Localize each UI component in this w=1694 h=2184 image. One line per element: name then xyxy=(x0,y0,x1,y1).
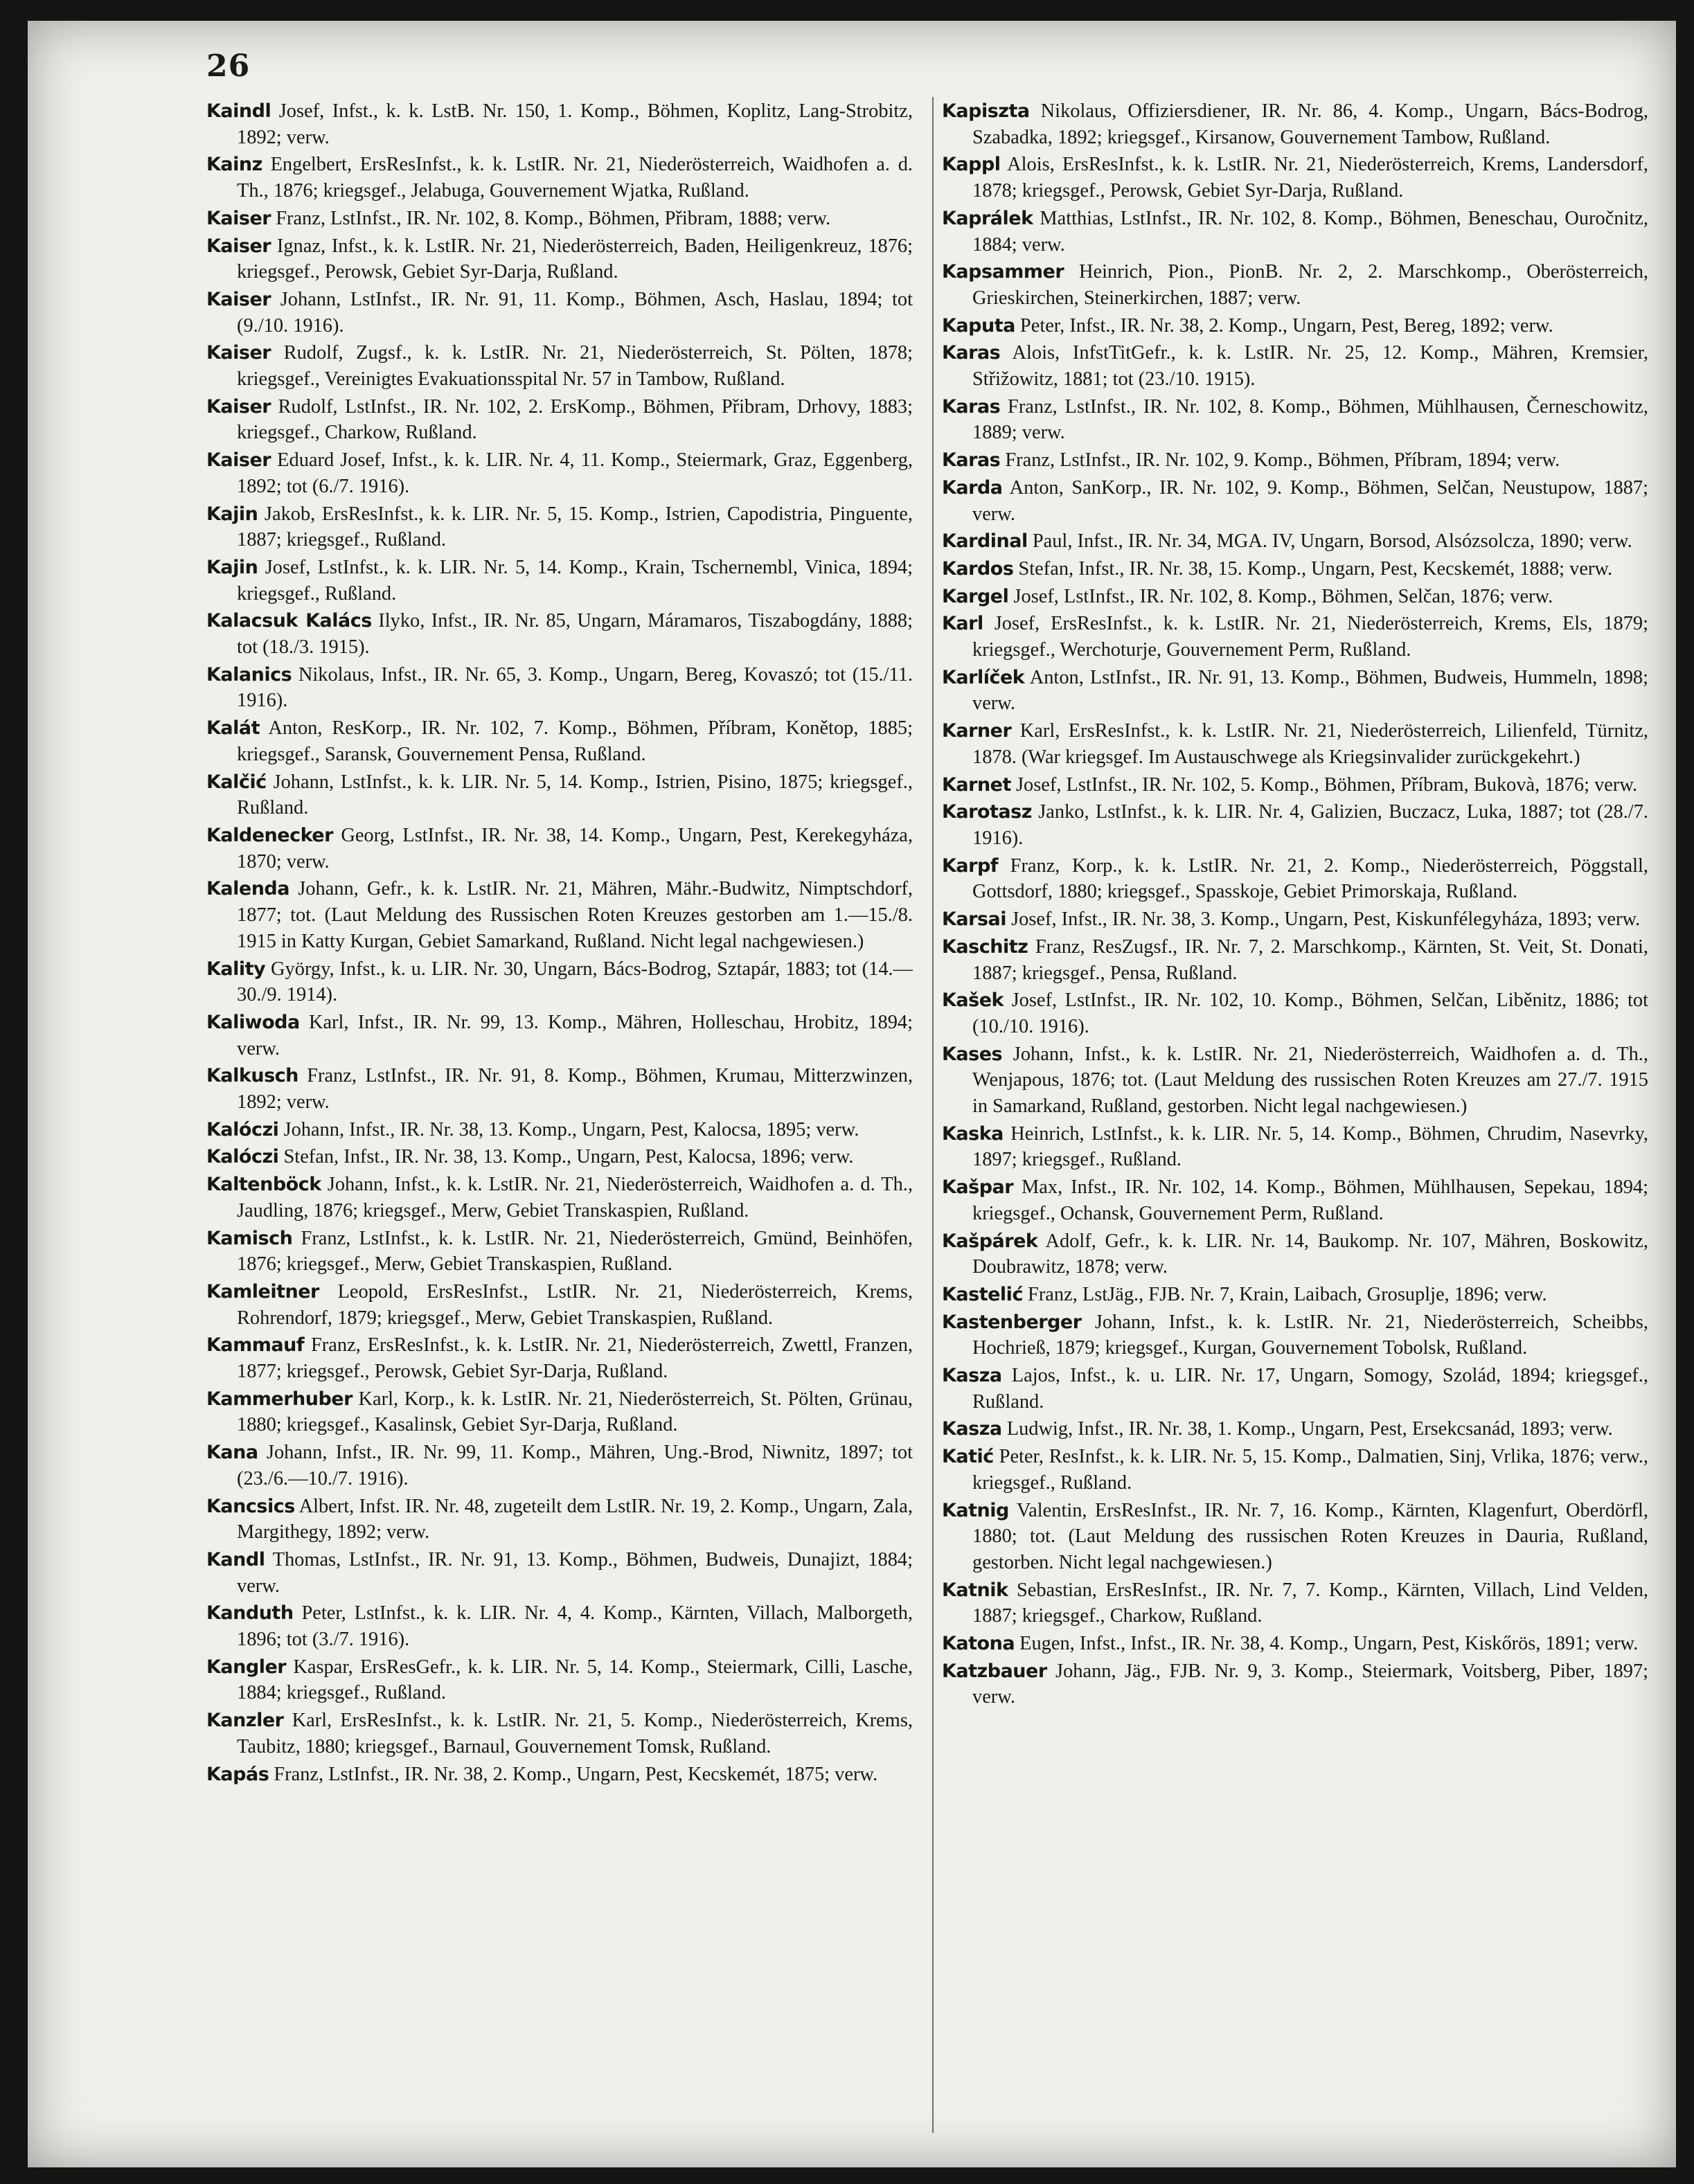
entry-surname: Karas xyxy=(942,449,1001,472)
entry-surname: Kašpar xyxy=(942,1176,1014,1199)
entry-details: Franz, LstInfst., IR. Nr. 91, 8. Komp., Böhmen, Krumau, Mitterzwinzen, 1892; verw. xyxy=(237,1065,913,1113)
entry-details: Johann, Infst., IR. Nr. 38, 13. Komp., Ungarn, Pest, Kalocsa, 1895; verw. xyxy=(278,1118,859,1140)
register-entry xyxy=(942,1282,1648,1308)
entry-details: Rudolf, LstInfst., IR. Nr. 102, 2. ErsKomp., Böhmen, Přibram, Drhovy, 1883; kriegsgef., Charkow, Rußland. xyxy=(237,395,913,444)
register-entry xyxy=(206,1762,913,1788)
entry-details: Engelbert, ErsResInfst., k. k. LstIR. Nr. 21, Niederösterreich, Waidhofen a. d. Th., 1876; kriegsgef., Jelabuga, Gouvernement Wjatka, Rußland. xyxy=(237,154,913,202)
register-entry xyxy=(942,1416,1648,1442)
entry-details: Stefan, Infst., IR. Nr. 38, 15. Komp., Ungarn, Pest, Kecskemét, 1888; verw. xyxy=(1013,557,1613,580)
entry-details: Jakob, ErsResInfst., k. k. LIR. Nr. 5, 15. Komp., Istrien, Capodistria, Pinguente, 1887; kriegsgef., Rußland. xyxy=(237,503,913,551)
entry-surname: Karner xyxy=(942,720,1012,742)
entry-details: Kaspar, ErsResGefr., k. k. LIR. Nr. 5, 14. Komp., Steiermark, Cilli, Lasche, 1884; kriegsgef., Rußland. xyxy=(237,1656,913,1704)
entry-details: Franz, LstInfst., IR. Nr. 102, 8. Komp., Böhmen, Mühlhausen, Černeschowitz, 1889; verw. xyxy=(972,395,1648,444)
register-entry xyxy=(942,1228,1648,1280)
entry-details: György, Infst., k. u. LIR. Nr. 30, Ungarn, Bács-Bodrog, Sztapár, 1883; tot (14.—30./9. 1914). xyxy=(237,958,913,1006)
entry-surname: Kaiser xyxy=(206,207,271,229)
entry-surname: Kanduth xyxy=(206,1602,294,1624)
entry-surname: Kamleitner xyxy=(206,1280,319,1303)
entry-surname: Kaindl xyxy=(206,100,271,122)
entry-surname: Kaldenecker xyxy=(206,824,333,846)
register-entry xyxy=(206,1547,913,1599)
register-entry xyxy=(206,394,913,446)
register-entry xyxy=(206,1494,913,1546)
entry-details: Franz, ResZugsf., IR. Nr. 7, 2. Marschkomp., Kärnten, St. Veit, St. Donati, 1887; kriegsgef., Pensa, Rußland. xyxy=(972,936,1648,984)
register-entry xyxy=(942,906,1648,933)
register-entry xyxy=(206,233,913,285)
entry-surname: Karotasz xyxy=(942,801,1032,823)
entry-details: Ignaz, Infst., k. k. LstIR. Nr. 21, Niederösterreich, Baden, Heiligenkreuz, 1876; kriegsgef., Perowsk, Gebiet Syr-Darja, Rußland. xyxy=(237,235,913,283)
entry-details: Anton, LstInfst., IR. Nr. 91, 13. Komp., Böhmen, Budweis, Hummeln, 1898; verw. xyxy=(972,666,1648,715)
page-number: 26 xyxy=(206,48,251,84)
entry-surname: Kainz xyxy=(206,154,262,176)
entry-surname: Kamisch xyxy=(206,1227,293,1249)
register-entry xyxy=(206,956,913,1008)
entry-surname: Kaltenböck xyxy=(206,1174,321,1196)
entry-surname: Karlíček xyxy=(942,666,1025,688)
entry-surname: Kandl xyxy=(206,1548,265,1570)
register-entry xyxy=(206,1010,913,1062)
register-entry xyxy=(206,1600,913,1652)
register-entry xyxy=(942,394,1648,446)
entry-details: Franz, LstInfst., IR. Nr. 38, 2. Komp., Ungarn, Pest, Kecskemét, 1875; verw. xyxy=(269,1763,878,1785)
entry-surname: Kajin xyxy=(206,503,258,525)
entry-details: Stefan, Infst., IR. Nr. 38, 13. Komp., Ungarn, Pest, Kalocsa, 1896; verw. xyxy=(278,1146,854,1168)
entry-surname: Kajin xyxy=(206,556,258,578)
register-entry xyxy=(942,772,1648,798)
entry-details: Ludwig, Infst., IR. Nr. 38, 1. Komp., Ungarn, Pest, Ersekcsanád, 1893; verw. xyxy=(1001,1418,1613,1440)
entry-details: Nikolaus, Offiziersdiener, IR. Nr. 86, 4. Komp., Ungarn, Bács-Bodrog, Szabadka, 1892; kriegsgef., Kirsanow, Gouvernement Tambow, Rußland. xyxy=(972,100,1648,148)
entry-surname: Karda xyxy=(942,476,1003,499)
register-entry xyxy=(206,1144,913,1170)
entry-details: Johann, Jäg., FJB. Nr. 9, 3. Komp., Steiermark, Voitsberg, Piber, 1897; verw. xyxy=(972,1660,1648,1708)
entry-details: Franz, LstInfst., k. k. LstIR. Nr. 21, Niederösterreich, Gmünd, Beinhöfen, 1876; kriegsgef., Merw, Gebiet Transkaspien, Rußland. xyxy=(237,1227,913,1276)
entry-surname: Karpf xyxy=(942,854,999,877)
entry-surname: Kašpárek xyxy=(942,1230,1038,1252)
entry-details: Matthias, LstInfst., IR. Nr. 102, 8. Komp., Böhmen, Beneschau, Ouročnitz, 1884; verw. xyxy=(972,207,1648,256)
entry-surname: Kaputa xyxy=(942,314,1015,337)
entry-details: Franz, ErsResInfst., k. k. LstIR. Nr. 21, Niederösterreich, Zwettl, Franzen, 1877; kriegsgef., Perowsk, Gebiet Syr-Darja, Rußland. xyxy=(237,1334,913,1383)
entry-surname: Kapás xyxy=(206,1763,269,1785)
entry-details: Alois, ErsResInfst., k. k. LstIR. Nr. 21, Niederösterreich, Krems, Landersdorf, 1878; kriegsgef., Perowsk, Gebiet Syr-Darja, Rußland. xyxy=(972,154,1648,202)
entry-details: Albert, Infst. IR. Nr. 48, zugeteilt dem LstIR. Nr. 19, 2. Komp., Ungarn, Zala, Margithegy, 1892; verw. xyxy=(237,1495,913,1543)
entry-details: Paul, Infst., IR. Nr. 34, MGA. IV, Ungarn, Borsod, Alsózsolcza, 1890; verw. xyxy=(1027,530,1632,553)
entry-details: Josef, Infst., IR. Nr. 38, 3. Komp., Ungarn, Pest, Kiskunfélegyháza, 1893; verw. xyxy=(1006,908,1641,931)
entry-surname: Kaiser xyxy=(206,449,271,472)
register-entry xyxy=(942,1309,1648,1361)
entry-surname: Katzbauer xyxy=(942,1660,1047,1682)
entry-details: Josef, LstInfst., IR. Nr. 102, 10. Komp., Böhmen, Selčan, Liběnitz, 1886; tot (10./10. 1916). xyxy=(972,990,1648,1037)
register-entry xyxy=(206,608,913,660)
entry-surname: Kases xyxy=(942,1043,1003,1065)
left-column xyxy=(206,98,913,2148)
register-entry xyxy=(942,665,1648,717)
entry-details: Franz, LstJäg., FJB. Nr. 7, Krain, Laibach, Grosuplje, 1896; verw. xyxy=(1022,1283,1547,1305)
entry-surname: Kalacsuk Kalács xyxy=(206,610,372,632)
register-entry xyxy=(942,1498,1648,1576)
register-entry xyxy=(206,447,913,499)
entry-details: Karl, Korp., k. k. LstIR. Nr. 21, Niederösterreich, St. Pölten, Grünau, 1880; kriegsgef., Kasalinsk, Gebiet Syr-Darja, Rußland. xyxy=(237,1388,913,1436)
entry-details: Heinrich, Pion., PionB. Nr. 2, 2. Marschkomp., Oberösterreich, Grieskirchen, Steinerkirchen, 1887; verw. xyxy=(972,261,1648,309)
register-entry xyxy=(942,340,1648,392)
register-entry xyxy=(942,1363,1648,1415)
register-entry xyxy=(206,287,913,339)
register-entry xyxy=(206,555,913,607)
register-entry xyxy=(942,206,1648,258)
entry-details: Thomas, LstInfst., IR. Nr. 91, 13. Komp., Böhmen, Budweis, Dunajizt, 1884; verw. xyxy=(237,1548,913,1597)
register-entry xyxy=(942,313,1648,339)
entry-surname: Kalenda xyxy=(206,878,289,900)
entry-surname: Kastenberger xyxy=(942,1311,1082,1333)
entry-details: Anton, SanKorp., IR. Nr. 102, 9. Komp., Böhmen, Selčan, Neustupow, 1887; verw. xyxy=(972,476,1648,525)
register-entry xyxy=(942,1444,1648,1496)
entry-details: Peter, ResInfst., k. k. LIR. Nr. 5, 15. Komp., Dalmatien, Sinj, Vrlika, 1876; verw., kriegsgef., Rußland. xyxy=(972,1446,1648,1494)
entry-details: Franz, LstInfst., IR. Nr. 102, 9. Komp., Böhmen, Příbram, 1894; verw. xyxy=(1000,449,1560,472)
entry-surname: Kaiser xyxy=(206,342,271,364)
register-entry xyxy=(942,447,1648,474)
register-entry xyxy=(942,1658,1648,1710)
register-entry xyxy=(206,823,913,875)
register-entry xyxy=(206,1332,913,1384)
entry-details: Josef, ErsResInfst., k. k. LstIR. Nr. 21, Niederösterreich, Krems, Els, 1879; kriegsgef., Werchoturje, Gouvernement Perm, Rußland. xyxy=(972,613,1648,661)
entry-surname: Kanzler xyxy=(206,1710,284,1732)
entry-surname: Karas xyxy=(942,395,1001,418)
entry-details: Franz, LstInfst., IR. Nr. 102, 8. Komp., Böhmen, Přibram, 1888; verw. xyxy=(271,207,831,229)
entry-surname: Kangler xyxy=(206,1656,287,1678)
register-entry xyxy=(206,769,913,821)
register-entry xyxy=(206,206,913,232)
entry-surname: Kaiser xyxy=(206,235,271,257)
entry-surname: Kaschitz xyxy=(942,936,1028,958)
register-entry xyxy=(942,556,1648,582)
document-page xyxy=(28,21,1676,2167)
entry-details: Peter, Infst., IR. Nr. 38, 2. Komp., Ungarn, Pest, Bereg, 1892; verw. xyxy=(1015,314,1553,337)
entry-surname: Kastelić xyxy=(942,1283,1023,1305)
register-entry xyxy=(942,1631,1648,1657)
entry-details: Anton, ResKorp., IR. Nr. 102, 7. Komp., Böhmen, Příbram, Konětop, 1885; kriegsgef., Saransk, Gouvernement Pensa, Rußland. xyxy=(237,717,913,765)
entry-details: Valentin, ErsResInfst., IR. Nr. 7, 16. Komp., Kärnten, Klagenfurt, Oberdörfl, 1880; tot. (Laut Meldung des russischen Roten Kreuzes in Dauria, Rußland, gestorben. Nicht legal nachgewiesen.) xyxy=(972,1499,1648,1573)
entry-details: Rudolf, Zugsf., k. k. LstIR. Nr. 21, Niederösterreich, St. Pölten, 1878; kriegsgef., Vereinigtes Evakuationsspital Nr. 57 in Tambow, Rußland. xyxy=(237,342,913,391)
entry-details: Johann, LstInfst., k. k. LIR. Nr. 5, 14. Komp., Istrien, Pisino, 1875; kriegsgef., Rußland. xyxy=(237,771,913,819)
entry-surname: Kappl xyxy=(942,154,1001,176)
register-entry xyxy=(942,1121,1648,1173)
entry-details: Johann, Infst., IR. Nr. 99, 11. Komp., Mähren, Ung.-Brod, Niwnitz, 1897; tot (23./6.—10./7. 1916). xyxy=(237,1442,913,1489)
entry-surname: Karsai xyxy=(942,908,1007,931)
entry-details: Sebastian, ErsResInfst., IR. Nr. 7, 7. Komp., Kärnten, Villach, Lind Velden, 1887; kriegsgef., Charkow, Rußland. xyxy=(972,1579,1648,1627)
entry-details: Ilyko, Infst., IR. Nr. 85, Ungarn, Máramaros, Tiszabogdány, 1888; tot (18./3. 1915). xyxy=(237,610,913,659)
entry-surname: Kardos xyxy=(942,557,1014,580)
register-entry xyxy=(942,934,1648,986)
entry-details: Josef, LstInfst., IR. Nr. 102, 8. Komp., Böhmen, Selčan, 1876; verw. xyxy=(1008,585,1553,607)
entry-details: Josef, LstInfst., k. k. LIR. Nr. 5, 14. Komp., Krain, Tschernembl, Vinica, 1894; kriegsgef., Rußland. xyxy=(237,556,913,605)
register-entry xyxy=(206,1708,913,1760)
entry-surname: Katnik xyxy=(942,1579,1008,1601)
register-entry xyxy=(206,152,913,204)
register-entry xyxy=(942,152,1648,204)
register-entry xyxy=(206,1226,913,1278)
register-entry xyxy=(206,1172,913,1224)
column-divider xyxy=(932,97,934,2133)
entry-details: Johann, Gefr., k. k. LstIR. Nr. 21, Mähren, Mähr.-Budwitz, Nimptschdorf, 1877; tot. (Laut Meldung des Russischen Roten Kreuzes gestorben am 1.—15./8. 1915 in Katty Kurgan, Gebiet Samarkand, Rußland. Nicht legal nachgewiesen.) xyxy=(237,878,913,952)
entry-details: Eduard Josef, Infst., k. k. LIR. Nr. 4, 11. Komp., Steiermark, Graz, Eggenberg, 1892; tot (6./7. 1916). xyxy=(237,449,913,497)
entry-surname: Kammauf xyxy=(206,1334,305,1357)
register-entry xyxy=(206,1440,913,1492)
entry-details: Nikolaus, Infst., IR. Nr. 65, 3. Komp., Ungarn, Bereg, Kovaszó; tot (15./11. 1916). xyxy=(237,663,913,712)
register-entry xyxy=(942,1174,1648,1226)
entry-surname: Karnet xyxy=(942,773,1011,796)
entry-details: Adolf, Gefr., k. k. LIR. Nr. 14, Baukomp. Nr. 107, Mähren, Boskowitz, Doubrawitz, 1878; verw. xyxy=(972,1230,1648,1278)
entry-surname: Karas xyxy=(942,342,1001,364)
entry-surname: Kalčić xyxy=(206,771,267,793)
entry-surname: Kaliwoda xyxy=(206,1011,300,1033)
entry-surname: Kalanics xyxy=(206,663,292,686)
entry-details: Leopold, ErsResInfst., LstIR. Nr. 21, Niederösterreich, Krems, Rohrendorf, 1879; kriegsgef., Merw, Gebiet Transkaspien, Rußland. xyxy=(237,1280,913,1329)
register-entry xyxy=(942,987,1648,1039)
register-entry xyxy=(942,259,1648,311)
register-entry xyxy=(942,475,1648,527)
entry-surname: Kaprálek xyxy=(942,207,1033,229)
entry-surname: Kalát xyxy=(206,717,260,740)
entry-details: Peter, LstInfst., k. k. LIR. Nr. 4, 4. Komp., Kärnten, Villach, Malborgeth, 1896; tot (3./7. 1916). xyxy=(237,1602,913,1651)
entry-details: Lajos, Infst., k. u. LIR. Nr. 17, Ungarn, Somogy, Szolád, 1894; kriegsgef., Rußland. xyxy=(972,1365,1648,1413)
entry-details: Johann, LstInfst., IR. Nr. 91, 11. Komp., Böhmen, Asch, Haslau, 1894; tot (9./10. 1916). xyxy=(237,288,913,337)
entry-surname: Kality xyxy=(206,958,266,980)
register-entry xyxy=(206,715,913,767)
entry-details: Johann, Infst., k. k. LstIR. Nr. 21, Niederösterreich, Scheibbs, Hochrieß, 1879; kriegsgef., Kurgan, Gouvernement Tobolsk, Rußland. xyxy=(972,1311,1648,1359)
entry-details: Alois, InfstTitGefr., k. k. LstIR. Nr. 25, 12. Komp., Mähren, Kremsier, Střižowitz, 1881; tot (23./10. 1915). xyxy=(972,342,1648,391)
entry-details: Johann, Infst., k. k. LstIR. Nr. 21, Niederösterreich, Waidhofen a. d. Th., Jaudling, 1876; kriegsgef., Merw, Gebiet Transkaspien, Rußland. xyxy=(237,1174,913,1221)
register-entry xyxy=(942,1577,1648,1629)
register-entry xyxy=(942,1041,1648,1120)
entry-surname: Kana xyxy=(206,1442,258,1464)
entry-details: Karl, ErsResInfst., k. k. LstIR. Nr. 21, 5. Komp., Niederösterreich, Krems, Taubitz, 1880; kriegsgef., Barnaul, Gouvernement Tomsk, Rußland. xyxy=(237,1710,913,1757)
register-entry xyxy=(942,718,1648,770)
entry-details: Georg, LstInfst., IR. Nr. 38, 14. Komp., Ungarn, Pest, Kerekegyháza, 1870; verw. xyxy=(237,824,913,872)
entry-surname: Katona xyxy=(942,1633,1015,1655)
entry-surname: Kasza xyxy=(942,1418,1002,1440)
entry-surname: Kapsammer xyxy=(942,261,1064,283)
entry-surname: Kalkusch xyxy=(206,1065,298,1087)
entry-details: Janko, LstInfst., k. k. LIR. Nr. 4, Galizien, Buczacz, Luka, 1887; tot (28./7. 1916). xyxy=(972,801,1648,849)
entry-details: Josef, LstInfst., IR. Nr. 102, 5. Komp., Böhmen, Příbram, Bukovà, 1876; verw. xyxy=(1010,773,1638,796)
register-entry xyxy=(942,799,1648,851)
register-entry xyxy=(206,501,913,553)
entry-surname: Kasza xyxy=(942,1365,1002,1387)
entry-details: Karl, ErsResInfst., k. k. LstIR. Nr. 21, Niederösterreich, Lilienfeld, Türnitz, 1878. (War kriegsgef. Im Austauschwege als Kriegsinvalider zurückgekehrt.) xyxy=(972,720,1648,768)
entry-details: Josef, Infst., k. k. LstB. Nr. 150, 1. Komp., Böhmen, Koplitz, Lang-Strobitz, 1892; verw. xyxy=(237,100,913,148)
register-entry xyxy=(206,98,913,150)
right-column xyxy=(942,98,1648,2148)
entry-surname: Katnig xyxy=(942,1499,1009,1521)
register-entry xyxy=(206,1117,913,1143)
entry-surname: Kammerhuber xyxy=(206,1388,353,1410)
entry-surname: Kaiser xyxy=(206,395,271,418)
entry-surname: Kalóczi xyxy=(206,1118,279,1140)
entry-surname: Kašek xyxy=(942,990,1004,1012)
entry-details: Karl, Infst., IR. Nr. 99, 13. Komp., Mähren, Holleschau, Hrobitz, 1894; verw. xyxy=(237,1011,913,1059)
entry-details: Eugen, Infst., Infst., IR. Nr. 38, 4. Komp., Ungarn, Pest, Kiskőrös, 1891; verw. xyxy=(1015,1633,1639,1655)
entry-details: Franz, Korp., k. k. LstIR. Nr. 21, 2. Komp., Niederösterreich, Pöggstall, Gottsdorf, 1880; kriegsgef., Spasskoje, Gebiet Primorskaja, Rußland. xyxy=(972,854,1648,903)
register-entry xyxy=(942,98,1648,150)
register-entry xyxy=(206,662,913,714)
entry-surname: Kargel xyxy=(942,585,1009,607)
entry-surname: Kaska xyxy=(942,1122,1004,1145)
register-entry xyxy=(206,340,913,392)
entry-details: Heinrich, LstInfst., k. k. LIR. Nr. 5, 14. Komp., Böhmen, Chrudim, Nasevrky, 1897; kriegsgef., Rußland. xyxy=(972,1122,1648,1171)
entry-surname: Kaiser xyxy=(206,288,271,310)
entry-surname: Kancsics xyxy=(206,1495,295,1517)
entry-surname: Kardinal xyxy=(942,530,1028,553)
register-entry xyxy=(942,584,1648,610)
register-entry xyxy=(206,876,913,954)
entry-details: Johann, Infst., k. k. LstIR. Nr. 21, Niederösterreich, Waidhofen a. d. Th., Wenjapous, 1876; tot. (Laut Meldung des russischen Roten Kreuzes am 27./7. 1915 in Samarkand, Rußland, gestorben. Nicht legal nachgewiesen.) xyxy=(972,1043,1648,1118)
register-entry xyxy=(206,1279,913,1331)
register-entry xyxy=(206,1654,913,1706)
entry-surname: Kalóczi xyxy=(206,1146,279,1168)
register-entry xyxy=(942,611,1648,663)
entry-details: Max, Infst., IR. Nr. 102, 14. Komp., Böhmen, Mühlhausen, Sepekau, 1894; kriegsgef., Ochansk, Gouvernement Perm, Rußland. xyxy=(972,1176,1648,1224)
register-entry xyxy=(206,1386,913,1438)
entry-surname: Katić xyxy=(942,1446,994,1468)
register-entry xyxy=(942,528,1648,555)
register-entry xyxy=(942,853,1648,905)
register-entry xyxy=(206,1063,913,1115)
entry-surname: Karl xyxy=(942,613,983,635)
entry-surname: Kapiszta xyxy=(942,100,1030,122)
